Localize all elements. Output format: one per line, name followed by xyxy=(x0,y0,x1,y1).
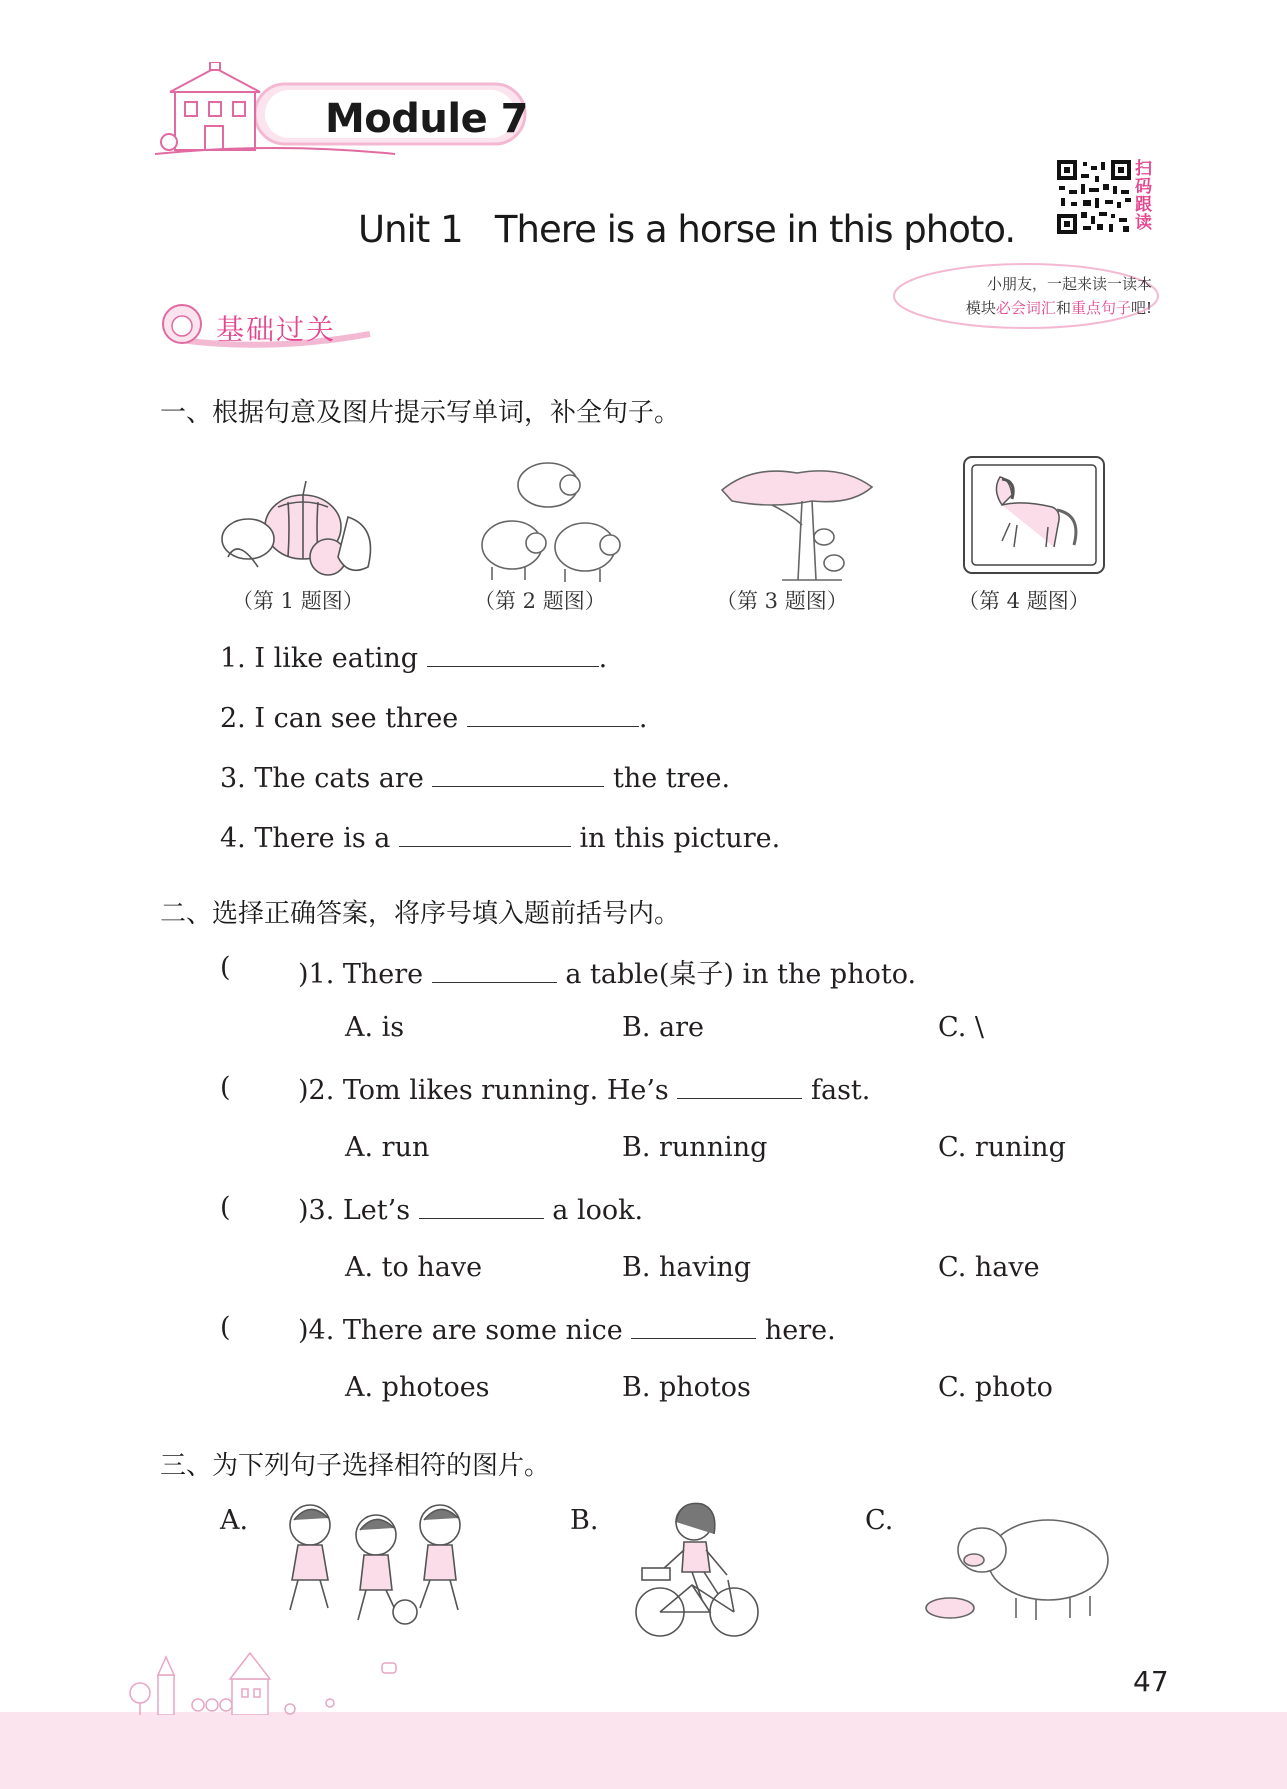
school-building-icon xyxy=(161,62,260,150)
caption-2: （第 2 题图） xyxy=(474,589,606,613)
option-b[interactable]: B. photos xyxy=(622,1372,751,1403)
answer-blank xyxy=(419,1192,544,1219)
bubble-line-2 xyxy=(902,296,1152,320)
q3-text: 3. The cats are xyxy=(220,763,424,794)
part2-question-1 xyxy=(298,952,916,991)
caption-4: （第 4 题图） xyxy=(958,589,1090,613)
bubble-line-1: 小朋友，一起来读一读本 xyxy=(986,275,1152,293)
qr-code-icon[interactable] xyxy=(1057,160,1131,234)
part2-question-2 xyxy=(298,1072,870,1106)
part1-question-4 xyxy=(220,820,780,854)
module-title: Module 7 xyxy=(325,96,528,142)
option-a[interactable]: A. run xyxy=(345,1132,430,1163)
answer-blank[interactable] xyxy=(427,640,599,667)
option-a[interactable]: A. to have xyxy=(345,1252,483,1283)
q3-end: the tree. xyxy=(612,763,731,794)
answer-paren[interactable]: ( xyxy=(220,1312,231,1343)
part3-heading: 三、为下列句子选择相符的图片。 xyxy=(160,1451,551,1481)
town-decoration-icon xyxy=(120,1645,420,1715)
q2-text: 2. I can see three xyxy=(220,703,459,734)
part1-question-3 xyxy=(220,760,730,794)
page-number: 47 xyxy=(1133,1665,1169,1698)
unit-title: Unit 1 There is a horse in this photo. xyxy=(358,208,1016,251)
picture-label-a: A. xyxy=(220,1505,249,1536)
q-text: )4. There are some nice xyxy=(298,1315,623,1346)
q-text: )1. There xyxy=(298,959,424,990)
answer-blank xyxy=(677,1072,802,1099)
picture-label-b: B. xyxy=(570,1505,599,1536)
part1-question-2 xyxy=(220,700,647,734)
q-end: fast. xyxy=(810,1075,871,1106)
q-text: )2. Tom likes running. He’s xyxy=(298,1075,669,1106)
option-b[interactable]: B. running xyxy=(622,1132,768,1163)
vegetables-icon xyxy=(218,462,388,602)
part2-question-3 xyxy=(298,1192,643,1226)
answer-paren[interactable]: ( xyxy=(220,1192,231,1223)
answer-blank[interactable] xyxy=(432,760,604,787)
part1-question-1 xyxy=(220,640,607,674)
q1-text: 1. I like eating xyxy=(220,643,419,674)
option-a[interactable]: A. is xyxy=(345,1012,405,1043)
answer-paren[interactable]: ( xyxy=(220,952,231,983)
part1-heading: 一、根据句意及图片提示写单词，补全句子。 xyxy=(160,398,681,428)
answer-paren[interactable]: ( xyxy=(220,1072,231,1103)
q-end: here. xyxy=(764,1315,836,1346)
option-b[interactable]: B. having xyxy=(622,1252,752,1283)
q-end: a table(桌子) in the photo. xyxy=(565,959,917,990)
q2-end: . xyxy=(638,703,648,734)
option-c[interactable]: C. \ xyxy=(938,1012,984,1043)
bubble-text-e: 吧! xyxy=(1130,299,1152,317)
answer-blank[interactable] xyxy=(399,820,571,847)
girl-riding-bike-icon xyxy=(632,1500,767,1645)
footer-band xyxy=(0,1712,1287,1789)
bubble-text-b: 必会词汇 xyxy=(995,299,1056,317)
q4-text: 4. There is a xyxy=(220,823,391,854)
part2-question-4 xyxy=(298,1312,836,1346)
option-b[interactable]: B. are xyxy=(622,1012,704,1043)
caption-3: （第 3 题图） xyxy=(716,589,848,613)
answer-blank[interactable] xyxy=(467,700,639,727)
answer-blank xyxy=(631,1312,756,1339)
q-end: a look. xyxy=(552,1195,644,1226)
q-text: )3. Let’s xyxy=(298,1195,411,1226)
answer-blank xyxy=(432,956,557,983)
section-title: 基础过关 xyxy=(216,313,337,346)
horse-picture-icon xyxy=(962,455,1106,575)
part2-heading: 二、选择正确答案，将序号填入题前括号内。 xyxy=(160,899,681,929)
bubble-text-c: 和 xyxy=(1055,299,1071,317)
option-c[interactable]: C. runing xyxy=(938,1132,1066,1163)
children-playing-football-icon xyxy=(280,1500,475,1630)
option-c[interactable]: C. have xyxy=(938,1252,1040,1283)
option-c[interactable]: C. photo xyxy=(938,1372,1053,1403)
qr-label: 扫码跟读 xyxy=(1135,159,1152,233)
bubble-text-a: 模块 xyxy=(965,299,996,317)
picture-label-c: C. xyxy=(865,1505,894,1536)
q1-end: . xyxy=(598,643,608,674)
sheep-eating-icon xyxy=(920,1500,1120,1625)
bubble-text-d: 重点句子 xyxy=(1070,299,1131,317)
option-a[interactable]: A. photoes xyxy=(345,1372,490,1403)
q4-end: in this picture. xyxy=(579,823,781,854)
bubble-text xyxy=(902,272,1152,320)
tree-with-cats-icon xyxy=(712,455,882,595)
caption-1: （第 1 题图） xyxy=(232,589,364,613)
sheep-icon xyxy=(470,450,640,590)
